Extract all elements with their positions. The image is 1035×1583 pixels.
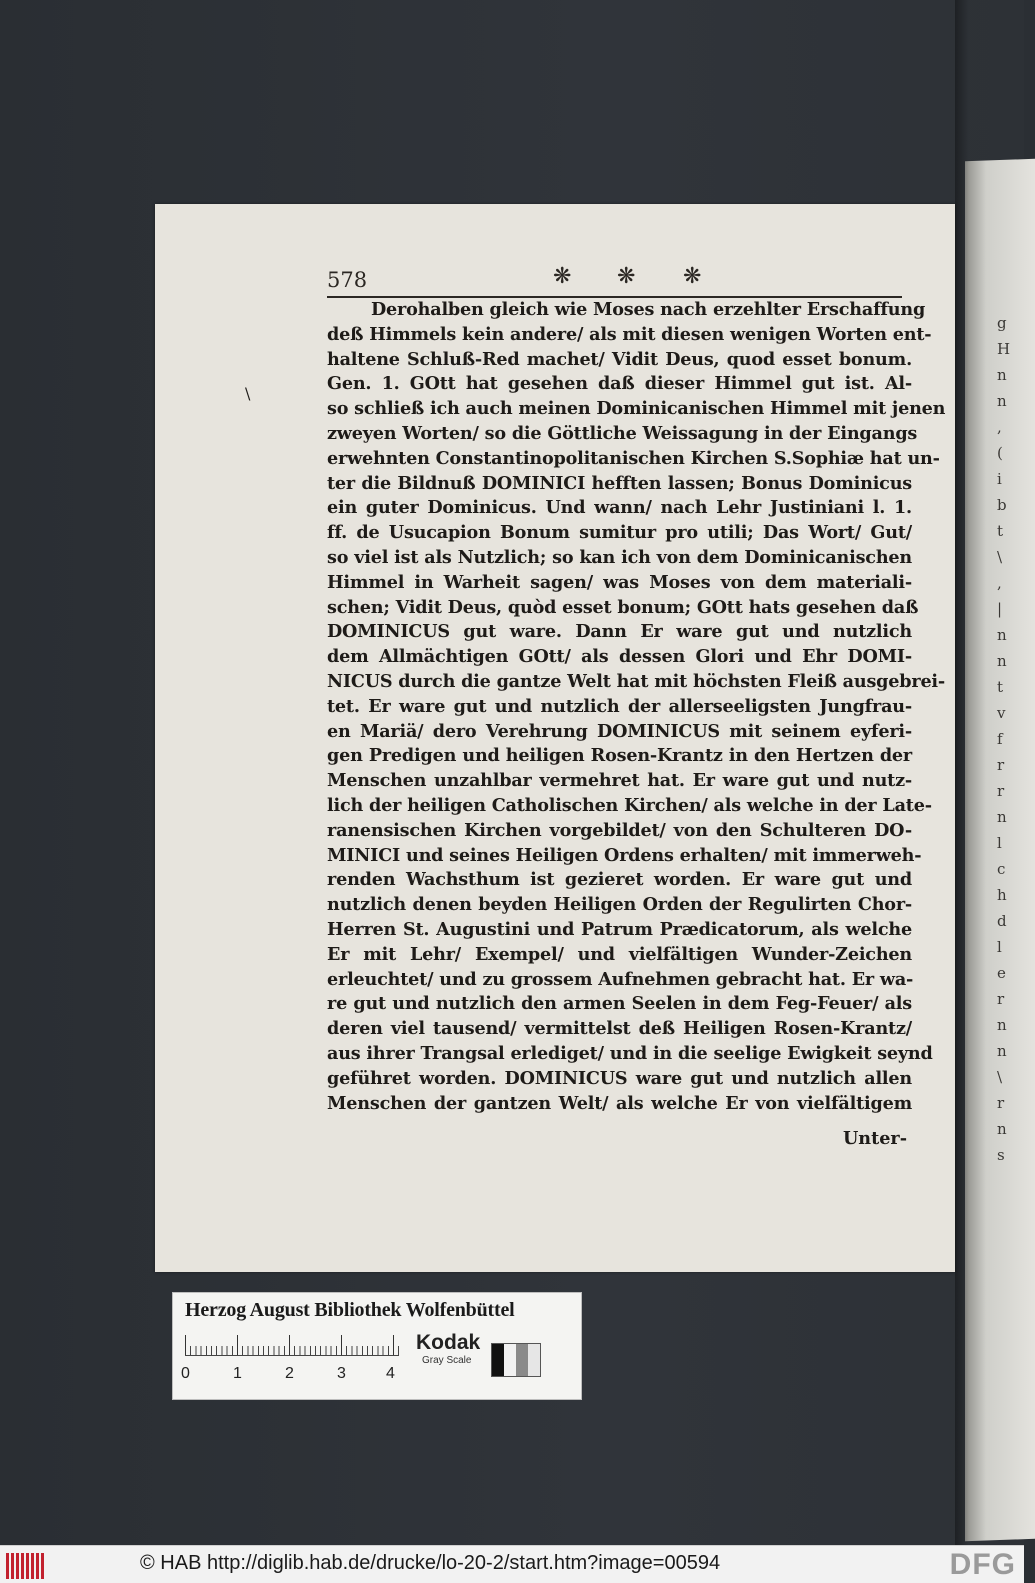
fold-shadow <box>955 0 969 1545</box>
text-line: DOMINICUS gut ware. Dann Er ware gut und nutzlich <box>327 621 912 643</box>
ruler-label: 2 <box>285 1365 294 1382</box>
text-line: en Mariä/ dero Verehrung DOMINICUS mit seinem eyferi- <box>327 720 912 742</box>
gray-patch <box>528 1344 540 1376</box>
book-page <box>155 204 955 1272</box>
text-line: nutzlich denen beyden Heiligen Orden der Regulirten Chor- <box>327 894 912 916</box>
gray-patch <box>492 1344 504 1376</box>
text-line: Himmel in Warheit sagen/ was Moses von dem materiali- <box>327 571 912 593</box>
text-line: deren viel tausend/ vermittelst deß Heiligen Rosen-Krantz/ <box>327 1018 912 1040</box>
text-line: dem Allmächtigen GOtt/ als dessen Glori und Ehr DOMI- <box>327 646 912 668</box>
library-name: Herzog August Bibliothek Wolfenbüttel <box>185 1299 515 1321</box>
text-line: erleuchtet/ und zu grossem Aufnehmen gebracht hat. Er wa- <box>327 968 914 990</box>
catchword: Unter- <box>842 1128 907 1149</box>
ruler <box>185 1333 399 1356</box>
adjacent-page-text: g H n n , ( i b t \ , | n n t v f r r n l c h d l e r n n \ r n s <box>997 314 1011 1164</box>
gray-scale-patches <box>491 1343 541 1377</box>
text-line: renden Wachsthum ist gezieret worden. Er ware gut und <box>327 869 912 891</box>
gray-patch <box>516 1344 528 1376</box>
text-line: haltene Schluß-Red machet/ Vidit Deus, quod esset bonum. <box>327 348 912 370</box>
dfg-logo: DFG <box>949 1548 1016 1581</box>
text-line: ranensischen Kirchen vorgebildet/ von den Schulteren DO- <box>327 819 912 841</box>
text-line: tet. Er ware gut und nutzlich der allerseeligsten Jungfrau- <box>327 695 912 717</box>
page-number: 578 <box>327 268 368 292</box>
text-line: Menschen der gantzen Welt/ als welche Er von vielfältigem <box>327 1092 912 1114</box>
reference-card <box>172 1292 582 1400</box>
text-line: so schließ ich auch meinen Dominicanischen Himmel mit jenen <box>327 398 946 420</box>
text-line: ff. de Usucapion Bonum sumitur pro utili; Das Wort/ Gut/ <box>327 522 912 544</box>
text-line: geführet worden. DOMINICUS ware gut und nutzlich allen <box>327 1067 912 1089</box>
text-line: gen Predigen und heiligen Rosen-Krantz in den Hertzen der <box>327 745 912 767</box>
text-line: Derohalben gleich wie Moses nach erzehlter Erschaffung <box>371 299 926 320</box>
text-line: NICUS durch die gantze Welt hat mit höchsten Fleiß ausgebrei- <box>327 670 946 692</box>
ruler-label: 3 <box>337 1365 346 1382</box>
text-line: aus ihrer Trangsal erlediget/ und in die seelige Ewigkeit seynd <box>327 1042 933 1064</box>
text-line: erwehnten Constantinopolitanischen Kirchen S.Sophiæ hat un- <box>327 447 940 469</box>
text-line: ter die Bildnuß DOMINICI hefften lassen; Bonus Dominicus <box>327 472 912 494</box>
ornament-icon: ❋ <box>553 264 572 289</box>
text-line: Er mit Lehr/ Exempel/ und vielfältigen Wunder-Zeichen <box>327 943 912 965</box>
ruler-label: 0 <box>181 1365 190 1382</box>
text-line: ein guter Dominicus. Und wann/ nach Lehr Justiniani l. 1. <box>327 497 912 519</box>
text-line: so viel ist als Nutzlich; so kan ich von dem Dominicanischen <box>327 546 912 568</box>
text-line: lich der heiligen Catholischen Kirchen/ als welche in der Late- <box>327 794 932 816</box>
page-body-text <box>327 298 946 1116</box>
text-line: zweyen Worten/ so die Göttliche Weissagung in der Eingangs <box>327 422 918 444</box>
text-line: Menschen unzahlbar vermehret hat. Er ware gut und nutz- <box>327 770 912 792</box>
text-line: MINICI und seines Heiligen Ordens erhalten/ mit immerweh- <box>327 844 922 866</box>
ornament-icon: ❋ <box>683 264 702 289</box>
hab-logo-icon <box>6 1553 46 1579</box>
margin-mark: \ <box>245 384 251 403</box>
ornament-icon: ❋ <box>617 264 636 289</box>
gray-scale-label: Gray Scale <box>422 1355 472 1366</box>
gray-patch <box>504 1344 516 1376</box>
text-line: schen; Vidit Deus, quòd esset bonum; GOtt hats gesehen daß <box>327 596 919 618</box>
text-line: deß Himmels kein andere/ als mit diesen wenigen Worten ent- <box>327 323 932 345</box>
footer-url[interactable]: © HAB http://diglib.hab.de/drucke/lo-20-2/start.htm?image=00594 <box>140 1552 721 1574</box>
ruler-label: 4 <box>386 1365 395 1382</box>
kodak-logo: Kodak <box>416 1331 481 1354</box>
ruler-label: 1 <box>233 1365 242 1382</box>
footer-bar <box>0 1545 1024 1583</box>
page-header <box>327 266 902 298</box>
text-line: Herren St. Augustini und Patrum Prædicatorum, als welche <box>327 918 912 940</box>
text-line: re gut und nutzlich den armen Seelen in dem Feg-Feuer/ als <box>327 993 912 1015</box>
text-line: Gen. 1. GOtt hat gesehen daß dieser Himmel gut ist. Al- <box>327 373 912 395</box>
